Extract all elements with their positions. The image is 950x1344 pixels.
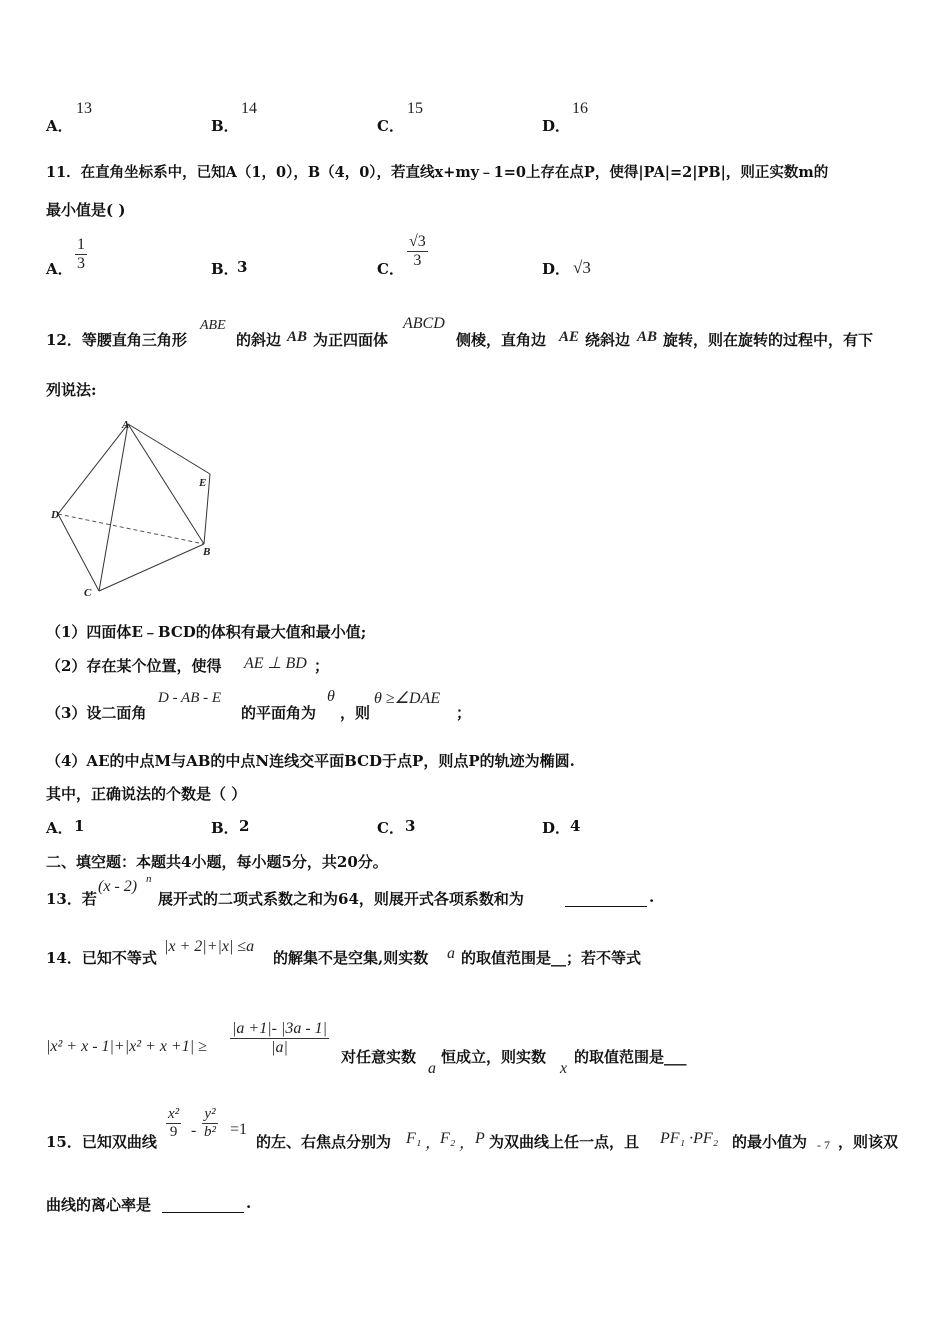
q12-option-a-value: 1 (74, 817, 85, 835)
q12-option-d-value: 4 (570, 817, 581, 835)
q12-option-c-letter: C． (377, 819, 404, 837)
q12-text-5: 绕斜边 (585, 331, 631, 349)
q12-statement-2-text: （2）存在某个位置，使得 (46, 657, 222, 675)
q15-answer-blank (162, 1196, 244, 1213)
edge-dc (58, 514, 99, 591)
q11-option-a-letter: A． (46, 260, 73, 278)
edge-cb (99, 544, 204, 591)
q12-statement-4: （4）AE的中点M与AB的中点N连线交平面BCD于点P，则点P的轨迹为椭圆. (46, 752, 575, 770)
q15-fraction-y (202, 1106, 218, 1141)
q12-text-4-ae: AE (559, 329, 580, 345)
q12-text-1: 12．等腰直角三角形 (46, 331, 187, 349)
q11-option-d-value: √3 (573, 258, 591, 277)
q12-option-d-letter: D． (542, 819, 571, 837)
q12-math-abe: ABE (200, 318, 226, 333)
q15-text-5: ，则该双 (838, 1133, 899, 1151)
q13-text-2: 展开式的二项式系数之和为64，则展开式各项系数和为 (158, 890, 524, 908)
q14-text-3: 的取值范围是__；若不等式 (461, 949, 642, 967)
q15-p: P (475, 1130, 485, 1147)
q13-math-base: (x - 2) (98, 878, 138, 895)
edge-ac (99, 424, 128, 591)
q15-separator: ， (425, 1135, 442, 1152)
q14-text-2: 的解集不是空集,则实数 (273, 949, 429, 967)
q15-y-numerator: y² (202, 1106, 218, 1124)
q15-text-1: 15．已知双曲线 (46, 1133, 157, 1151)
q14-text-1: 14．已知不等式 (46, 949, 157, 967)
q11-stem-line2: 最小值是( ) (46, 201, 126, 219)
q12-statement-3-t2: 的平面角为 (241, 704, 317, 722)
q11-option-c-fraction (407, 233, 428, 270)
label-c: C (84, 587, 92, 599)
q12-text-6: 旋转，则在旋转的过程中，有下 (663, 331, 874, 349)
q14-math-x: x (560, 1060, 568, 1077)
edge-db-hidden (58, 514, 204, 544)
q12-text-2-ab: AB (287, 329, 308, 345)
q11-option-b-value: 3 (237, 258, 248, 276)
q12-option-b-value: 2 (239, 817, 250, 835)
q12-text-3: 为正四面体 (313, 331, 389, 349)
q11-option-b-letter: B． (211, 260, 239, 278)
q14-fraction (230, 1020, 329, 1057)
q13-text-1: 13．若 (46, 890, 97, 908)
q10-option-d-value: 16 (572, 100, 588, 117)
q14-math-a2: a (428, 1060, 436, 1077)
q15-text-4: 的最小值为 (732, 1133, 808, 1151)
q14-fraction-denominator: |a| (271, 1039, 288, 1056)
q10-option-a-value: 13 (76, 100, 92, 117)
q12-option-a-letter: A． (46, 819, 73, 837)
q15-fraction-x (166, 1106, 181, 1141)
q10-option-c-letter: C． (377, 117, 404, 135)
q12-statement-3-text: （3）设二面角 (46, 704, 147, 722)
tetrahedron-figure (46, 416, 226, 600)
q14-text-6: 的取值范围是___ (574, 1048, 687, 1066)
q15-minus: - (191, 1122, 197, 1139)
q12-math-abcd: ABCD (403, 315, 445, 332)
q12-text-5-ab: AB (637, 329, 658, 345)
q12-option-c-value: 3 (405, 817, 416, 835)
q13-end: . (649, 888, 655, 906)
edge-ab (128, 424, 207, 544)
q15-x-denominator: 9 (169, 1124, 178, 1140)
q12-question: 其中，正确说法的个数是（ ） (46, 785, 247, 803)
q11-option-a-fraction (75, 236, 87, 273)
q15-x-numerator: x² (168, 1106, 180, 1122)
q12-statement-3-end: ； (456, 704, 472, 722)
label-d: D (51, 509, 59, 521)
q15-text-3: 为双曲线上任一点，且 (489, 1133, 640, 1151)
q15-end: . (246, 1194, 252, 1212)
q12-statement-3-t3: ，则 (340, 704, 371, 722)
q13-answer-blank (565, 890, 647, 907)
label-e: E (199, 477, 207, 489)
label-a: A (122, 419, 130, 431)
q12-text-4: 侧棱，直角边 (456, 331, 547, 349)
q12-text-2: 的斜边 (236, 331, 282, 349)
edge-ae (128, 424, 210, 474)
q14-text-5: 恒成立，则实数 (441, 1048, 547, 1066)
q15-line2: 曲线的离心率是 (46, 1196, 152, 1214)
q12-statement-3-theta: θ (327, 688, 335, 705)
q12-statement-3-dihedral: D - AB - E (158, 690, 222, 706)
q14-lhs: |x² + x - 1|+|x² + x +1| ≥ (46, 1038, 207, 1055)
q12-statement-3-ineq: θ ≥∠DAE (374, 690, 441, 707)
q12-option-b-letter: B． (211, 819, 239, 837)
q10-option-b-value: 14 (241, 100, 257, 117)
q10-option-b-letter: B． (211, 117, 239, 135)
q15-f1: F₁ (406, 1130, 422, 1147)
q10-option-c-value: 15 (407, 100, 423, 117)
q14-math-a: a (447, 945, 455, 962)
q15-text-2: 的左、右焦点分别为 (256, 1133, 392, 1151)
q14-fraction-numerator: |a +1|- |3a - 1| (232, 1020, 328, 1037)
q15-y-denominator: b² (204, 1124, 216, 1140)
q15-dot-product: PF₁ ·PF₂ (660, 1130, 719, 1147)
q15-f2: F₂ (440, 1130, 456, 1147)
q10-option-a-letter: A． (46, 117, 73, 135)
q11-c-denominator: 3 (413, 252, 422, 269)
q12-statement-2-math: AE ⊥ BD (244, 655, 307, 672)
q15-comma: ， (459, 1135, 476, 1152)
q11-stem-line1: 11．在直角坐标系中，已知A（1，0），B（4，0），若直线x+my﹣1=0上存在点P，使得|PA|=2|PB|，则正实数m的 (46, 164, 829, 181)
section-2-heading: 二、填空题：本题共4小题，每小题5分，共20分。 (46, 853, 388, 871)
label-b: B (203, 546, 211, 558)
q15-equals-one: =1 (230, 1121, 248, 1138)
q12-statement-1: （1）四面体E﹣BCD的体积有最大值和最小值; (46, 623, 367, 641)
q11-a-numerator: 1 (77, 236, 85, 253)
q11-option-d-letter: D． (542, 260, 571, 278)
q14-math-inequality: |x + 2|+|x| ≤a (164, 938, 255, 955)
q11-a-denominator: 3 (77, 255, 85, 272)
q14-text-4: 对任意实数 (341, 1048, 417, 1066)
q12-line2: 列说法: (46, 381, 97, 399)
q10-option-d-letter: D． (542, 117, 571, 135)
q11-option-c-letter: C． (377, 260, 404, 278)
q15-min-value: - 7 (817, 1138, 830, 1152)
edge-ad (58, 424, 128, 514)
q13-math-exponent: n (146, 873, 152, 885)
q12-statement-2-end: ； (314, 657, 330, 675)
q11-c-numerator: √3 (409, 233, 426, 250)
